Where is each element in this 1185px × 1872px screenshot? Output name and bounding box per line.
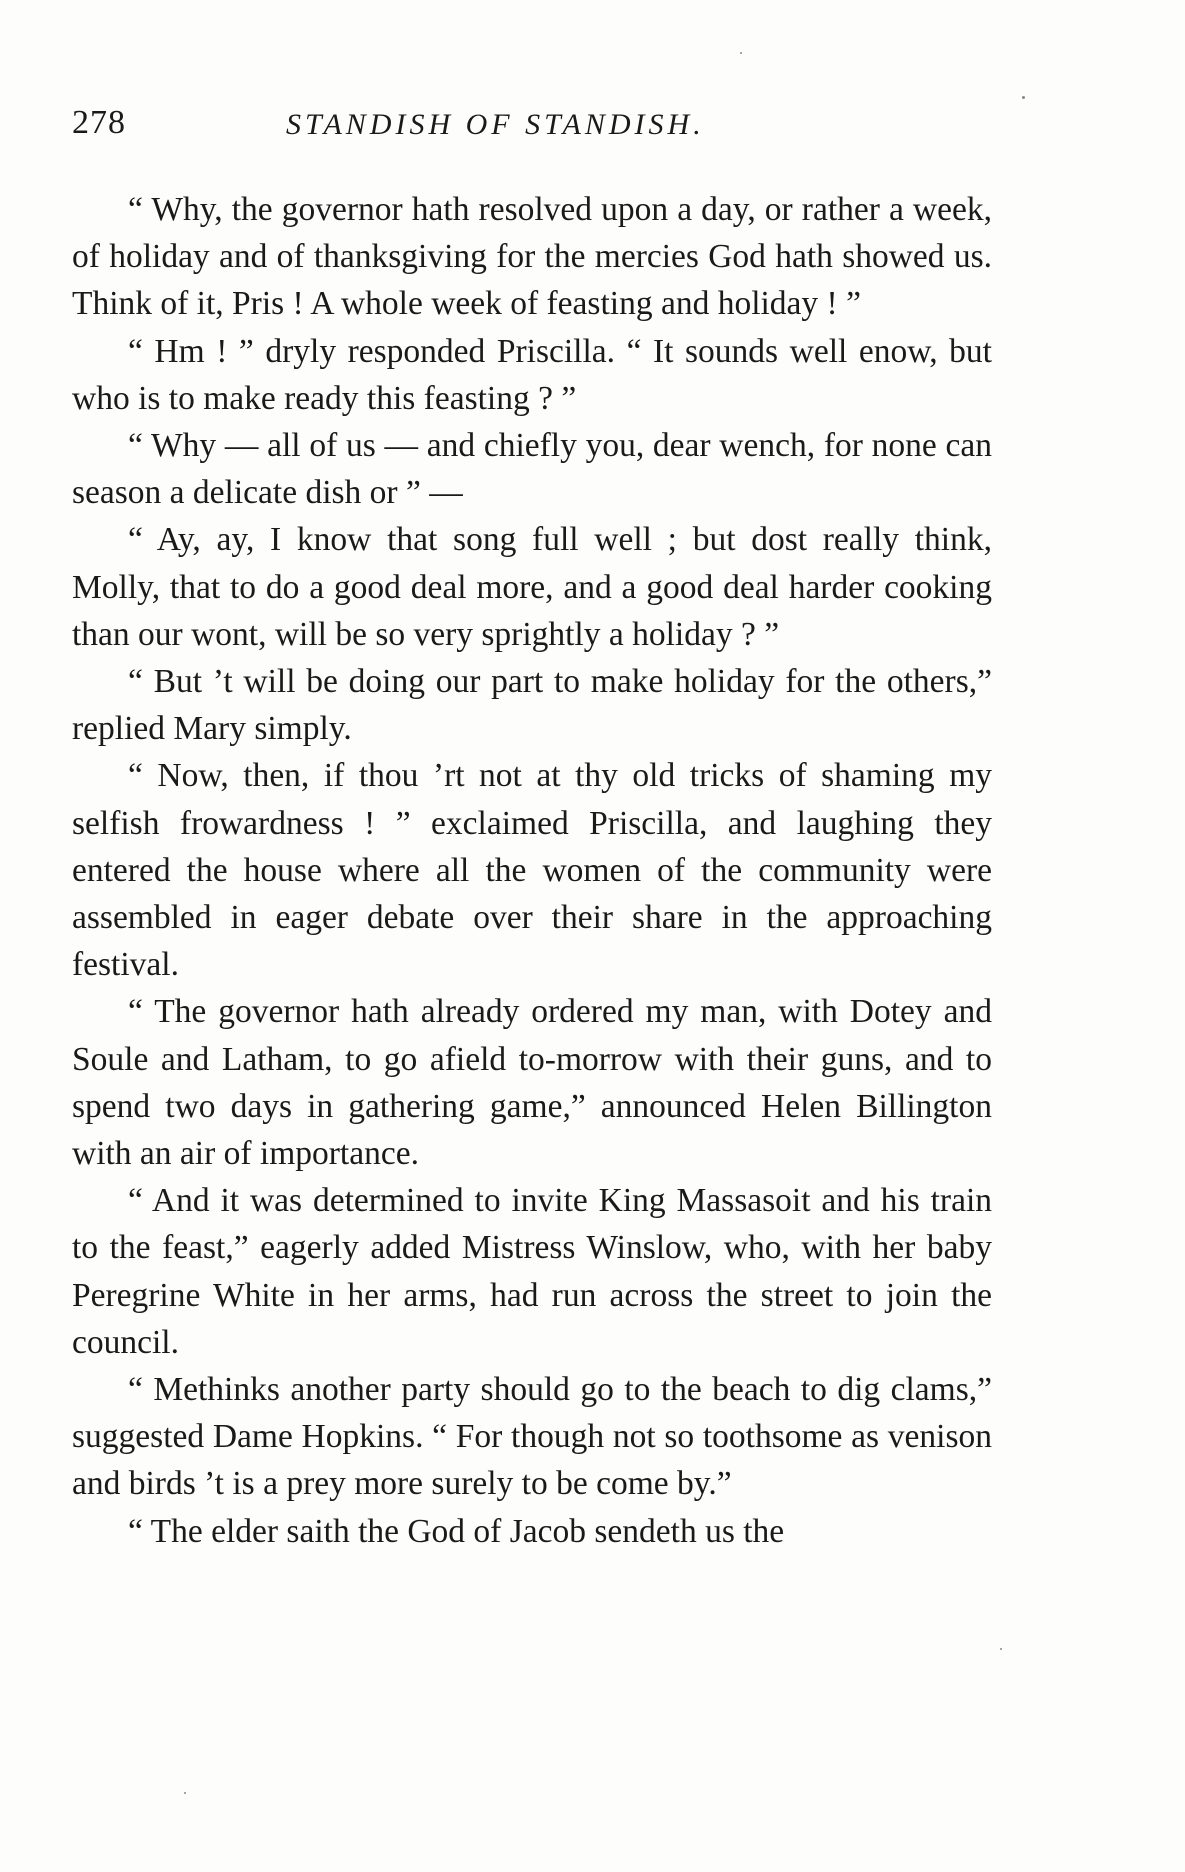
paper-speck (740, 52, 742, 54)
paragraph: “ The governor hath already ordered my man, with Dotey and Soule and Latham, to go afield to-morrow with their guns, and to spend two days in gathering game,” announced Helen Billington with an air of importance. (72, 993, 992, 1173)
paragraph: “ Why, the governor hath resolved upon a day, or rather a week, of holiday and of thanksgiving for the mercies God hath showed us. Think of it, Pris ! A whole week of feasting and holiday ! ” (72, 191, 992, 323)
paper-speck (1022, 96, 1025, 99)
paragraph: “ And it was determined to invite King Massasoit and his train to the feast,” eagerly added Mistress Winslow, who, with her baby Peregrine White in her arms, had run across the street to join the council. (72, 1182, 992, 1361)
page-header (72, 104, 992, 164)
paper-speck (1000, 1648, 1002, 1650)
paragraph: “ The elder saith the God of Jacob sendeth us the (128, 1512, 785, 1550)
paragraph: “ But ’t will be doing our part to make holiday for the others,” replied Mary simply. (72, 663, 992, 748)
paper-speck (184, 1792, 186, 1794)
paragraph: “ Now, then, if thou ’rt not at thy old tricks of shaming my selfish frowardness ! ” exclaimed Priscilla, and laughing they entered the house where all the women of the community were assembled in eager debate over their share in the approaching festival. (72, 757, 992, 984)
page-number: 278 (72, 104, 126, 141)
paragraph: “ Hm ! ” dryly responded Priscilla. “ It sounds well enow, but who is to make ready this feasting ? ” (72, 332, 992, 417)
paragraph: “ Ay, ay, I know that song full well ; but dost really think, Molly, that to do a good deal more, and a good deal harder cooking than our wont, will be so very sprightly a holiday ? ” (72, 521, 992, 653)
body-text (72, 186, 992, 1555)
paragraph: “ Methinks another party should go to the beach to dig clams,” suggested Dame Hopkins. “ For though not so toothsome as venison and birds ’t is a prey more surely to be come by.” (72, 1371, 992, 1503)
running-title: STANDISH OF STANDISH. (286, 108, 705, 141)
paragraph: “ Why — all of us — and chiefly you, dear wench, for none can season a delicate dish or ” — (72, 427, 992, 512)
